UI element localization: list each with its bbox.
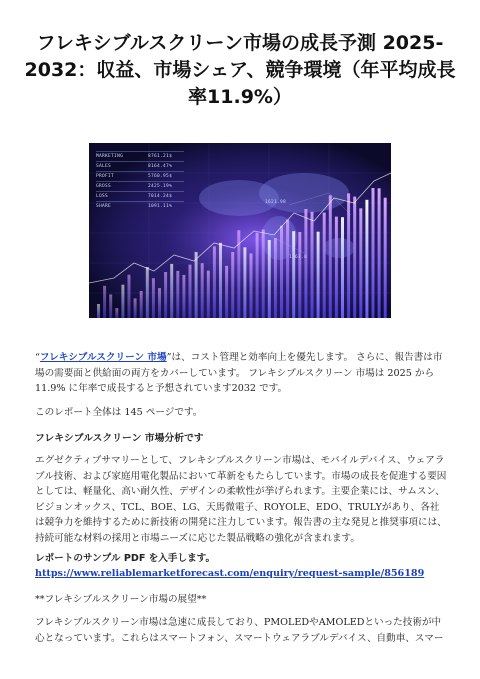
hero-bar	[97, 304, 100, 318]
hero-bar	[378, 188, 381, 318]
outlook-heading: **フレキシブルスクリーン市場の展望**	[35, 594, 207, 605]
stats-row	[96, 171, 184, 181]
hero-bar	[256, 233, 259, 318]
stats-value: 8164.47%	[148, 164, 173, 169]
hero-bar	[274, 238, 277, 318]
stats-row	[96, 191, 184, 201]
hero-bar	[353, 197, 356, 318]
stats-label: SALES	[96, 164, 112, 169]
hero-bar	[128, 275, 131, 318]
hero-bar	[280, 226, 283, 318]
hero-bar	[243, 247, 246, 318]
sample-label: レポートのサンプル PDF を入手します。	[35, 553, 216, 564]
stats-value: 8761.21$	[148, 154, 173, 159]
stats-label: MARKETING	[96, 154, 124, 159]
hero-bar	[195, 252, 198, 318]
hero-bar	[115, 308, 118, 318]
hero-bar	[182, 275, 185, 318]
hero-bar	[268, 240, 271, 318]
hero-bar	[372, 188, 375, 318]
hero-bar	[121, 285, 124, 318]
sample-link[interactable]: https://www.reliablemarketforecast.com/enquiry/request-sample/856189	[35, 568, 425, 579]
hero-bar	[201, 263, 204, 318]
hero-bar	[109, 294, 112, 318]
hero-bar	[164, 272, 167, 318]
hero-image	[89, 143, 391, 318]
hero-bar	[140, 291, 143, 318]
page-title: フレキシブルスクリーン市場の成長予測 2025-2032：収益、市場シェア、競争環境（年平均成長率11.9%）	[24, 32, 456, 108]
stats-label: LOSS	[96, 194, 109, 199]
hero-bar	[341, 217, 344, 318]
hero-bar	[311, 212, 314, 318]
hero-bar	[250, 253, 253, 318]
hero-bar	[298, 232, 301, 318]
hero-bar	[207, 271, 210, 318]
hero-bar	[158, 288, 161, 318]
hero-bar	[103, 286, 106, 318]
hero-bar	[170, 264, 173, 318]
stats-row	[96, 161, 184, 171]
stats-value: 1091.11%	[148, 204, 173, 209]
analysis-paragraph: エグゼクティブサマリーとして、フレキシブルスクリーン市場は、モバイルデバイス、ウェアラブル技術、および家庭用電化製品において革新をもたらしています。市場の成長を促進する要因としては、軽量化、高い耐久性、デザインの柔軟性が挙げられます。主要企業には、サムスン、ビジョンオックス、TCL、BOE、LG、天馬微電子、ROYOLE、EDO、TRULYがあり、各社は競争力を維持するために新技術の開発に注力しています。報告書の主な発見と推奨事項には、持続可能な材料の採用と市場ニーズに応じた製品戦略の強化が含まれます。	[35, 455, 447, 544]
hero-bar	[335, 217, 338, 318]
hero-bar	[146, 267, 149, 318]
stats-panel	[96, 151, 184, 211]
page-count-line: このレポート全体は 145 ページです。	[35, 407, 203, 418]
stats-value: 5760.95$	[148, 174, 173, 179]
chart-value-label: 1621.98	[265, 200, 287, 205]
hero-bar	[225, 266, 228, 318]
hero-bar	[323, 213, 326, 318]
stats-row	[96, 181, 184, 191]
quote-mark: “	[35, 352, 40, 363]
chart-value-label: 1561.8	[289, 255, 308, 260]
market-link[interactable]: フレキシブルスクリーン 市場	[39, 352, 167, 363]
hero-bar	[189, 265, 192, 318]
hero-bar	[262, 230, 265, 319]
stats-label: GROSS	[96, 184, 112, 189]
hero-bar	[359, 208, 362, 318]
stats-value: 7014.24$	[148, 194, 173, 199]
stats-row	[96, 201, 184, 211]
hero-bar	[317, 232, 320, 318]
hero-bar	[213, 246, 216, 318]
outlook-paragraph: フレキシブルスクリーン市場は急速に成長しており、PMOLEDやAMOLEDといった技術が中心となっています。これらはスマートフォン、スマートウェアラブルデバイス、自動車、スマー	[35, 617, 444, 644]
hero-bar	[384, 198, 387, 318]
intro-text: ”は、コスト管理と効率向上を優先します。 さらに、報告書は市場の需要面と供給面の両方をカバーしています。 フレキシブルスクリーン 市場は 2025 から 11.9% に年率で成長すると予想されています2032 です。	[35, 352, 443, 395]
hero-bar	[176, 271, 179, 318]
sample-request	[35, 551, 447, 581]
hero-bar	[134, 298, 137, 318]
hero-bar	[347, 193, 350, 318]
hero-bar	[219, 243, 222, 318]
stats-label: SHARE	[96, 204, 112, 209]
hero-bar	[231, 252, 234, 318]
hero-bar	[365, 200, 368, 318]
hero-bar	[286, 220, 289, 318]
stats-value: 2425.19%	[148, 184, 173, 189]
hero-bar	[152, 278, 155, 318]
hero-bar	[304, 209, 307, 318]
stats-row	[96, 151, 184, 161]
analysis-heading: フレキシブルスクリーン 市場分析です	[35, 433, 204, 444]
intro-paragraph	[35, 350, 447, 397]
hero-bar	[292, 231, 295, 318]
hero-bar	[329, 195, 332, 318]
stats-label: PROFIT	[96, 174, 115, 179]
